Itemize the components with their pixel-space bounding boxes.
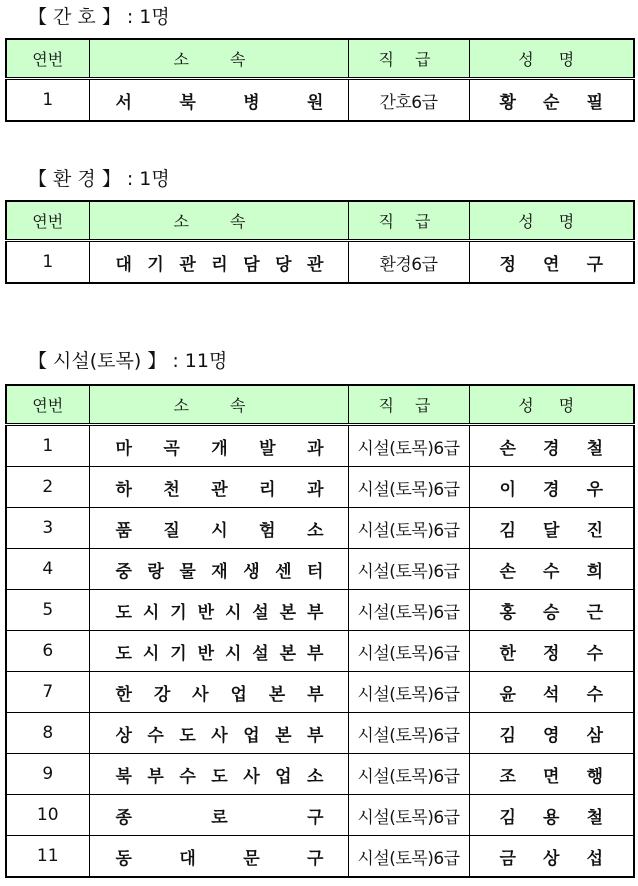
- department-char: 사: [211, 725, 228, 746]
- department: [89, 590, 348, 631]
- person-name: [469, 241, 634, 284]
- department-char: 구: [307, 807, 324, 828]
- department: [89, 631, 348, 672]
- person-name: [469, 508, 634, 549]
- department-char: 구: [307, 848, 324, 869]
- row-number: 6: [6, 631, 89, 672]
- name-char: 진: [586, 520, 603, 541]
- row-number: 9: [6, 754, 89, 795]
- table-row: [6, 672, 634, 713]
- department-char: 곡: [163, 438, 180, 459]
- department-char: 설: [252, 643, 269, 664]
- rank: 시설(토목)6급: [348, 754, 469, 795]
- name-char: 순: [543, 92, 560, 113]
- department-char: 랑: [147, 561, 164, 582]
- department-char: 북: [115, 766, 132, 787]
- table-row: [6, 508, 634, 549]
- row-number: 1: [6, 241, 89, 284]
- header-rank: 직 급: [348, 385, 469, 425]
- department-char: 종: [115, 807, 132, 828]
- department-char: 부: [307, 684, 324, 705]
- table-row: [6, 425, 634, 467]
- table-row: [6, 549, 634, 590]
- rank: 시설(토목)6급: [348, 549, 469, 590]
- row-number: 8: [6, 713, 89, 754]
- header-no: 연번: [6, 385, 89, 425]
- rank: 간호6급: [348, 79, 469, 122]
- name-char: 행: [586, 766, 603, 787]
- table-row: [6, 713, 634, 754]
- name-char: 철: [586, 807, 603, 828]
- department-char: 품: [115, 520, 132, 541]
- department-char: 도: [115, 602, 132, 623]
- name-char: 용: [543, 807, 560, 828]
- name-char: 이: [499, 479, 516, 500]
- department-char: 수: [179, 766, 196, 787]
- name-char: 조: [499, 766, 516, 787]
- row-number: 1: [6, 425, 89, 467]
- department: [89, 425, 348, 467]
- name-char: 근: [586, 602, 603, 623]
- department: [89, 754, 348, 795]
- person-name: [469, 836, 634, 878]
- department-char: 터: [307, 561, 324, 582]
- name-char: 승: [543, 602, 560, 623]
- department: [89, 672, 348, 713]
- department-char: 도: [115, 643, 132, 664]
- department-char: 본: [279, 602, 297, 623]
- rank: 시설(토목)6급: [348, 672, 469, 713]
- department-char: 시: [224, 602, 242, 623]
- name-char: 손: [499, 561, 516, 582]
- header-dept: 소 속: [89, 39, 348, 79]
- name-char: 구: [586, 254, 603, 275]
- person-name: [469, 425, 634, 467]
- name-char: 한: [499, 643, 516, 664]
- name-char: 김: [499, 807, 516, 828]
- table-nursing: [5, 38, 635, 122]
- name-char: 상: [543, 848, 560, 869]
- department-char: 동: [115, 848, 132, 869]
- department-char: 부: [307, 725, 324, 746]
- department-char: 문: [243, 848, 260, 869]
- department-char: 시: [142, 643, 160, 664]
- department-char: 시: [211, 520, 228, 541]
- row-number: 7: [6, 672, 89, 713]
- name-char: 경: [543, 479, 560, 500]
- department-char: 중: [115, 561, 132, 582]
- rank: 시설(토목)6급: [348, 508, 469, 549]
- section-title-environment: 【 환 경 】 : 1명: [28, 168, 170, 190]
- name-char: 삼: [586, 725, 603, 746]
- department-char: 병: [243, 92, 260, 113]
- department-char: 물: [179, 561, 196, 582]
- name-char: 홍: [499, 602, 516, 623]
- name-char: 윤: [499, 684, 516, 705]
- rank: 환경6급: [348, 241, 469, 284]
- department-char: 발: [259, 438, 276, 459]
- department-char: 업: [230, 684, 247, 705]
- department-char: 담: [243, 254, 260, 275]
- name-char: 달: [543, 520, 560, 541]
- table-row: [6, 795, 634, 836]
- department: [89, 836, 348, 878]
- department: [89, 713, 348, 754]
- table-row: [6, 79, 634, 122]
- department-char: 기: [170, 602, 187, 623]
- department-char: 개: [211, 438, 228, 459]
- table-row: [6, 836, 634, 878]
- department-char: 마: [115, 438, 132, 459]
- name-char: 황: [499, 92, 516, 113]
- name-char: 섭: [586, 848, 603, 869]
- department-char: 천: [163, 479, 180, 500]
- row-number: 10: [6, 795, 89, 836]
- department-char: 부: [307, 643, 324, 664]
- name-char: 김: [499, 520, 516, 541]
- rank: 시설(토목)6급: [348, 836, 469, 878]
- header-rank: 직 급: [348, 201, 469, 241]
- department-char: 기: [170, 643, 187, 664]
- department-char: 북: [179, 92, 196, 113]
- name-char: 철: [586, 438, 603, 459]
- person-name: [469, 672, 634, 713]
- department-char: 본: [279, 643, 297, 664]
- department-char: 사: [243, 766, 260, 787]
- row-number: 2: [6, 467, 89, 508]
- rank: 시설(토목)6급: [348, 467, 469, 508]
- department-char: 도: [179, 725, 196, 746]
- table-row: [6, 631, 634, 672]
- department-char: 본: [275, 725, 292, 746]
- table-civil: [5, 384, 635, 878]
- name-char: 금: [499, 848, 516, 869]
- department-char: 당: [275, 254, 292, 275]
- department-char: 반: [197, 643, 215, 664]
- header-dept: 소 속: [89, 201, 348, 241]
- department-char: 원: [307, 92, 324, 113]
- department-char: 소: [307, 766, 324, 787]
- department-char: 대: [179, 848, 196, 869]
- header-no: 연번: [6, 201, 89, 241]
- department-char: 업: [275, 766, 292, 787]
- department-char: 리: [211, 254, 228, 275]
- name-char: 연: [543, 254, 560, 275]
- department-char: 도: [211, 766, 228, 787]
- department-char: 설: [252, 602, 269, 623]
- department-char: 대: [115, 254, 132, 275]
- department-char: 상: [115, 725, 132, 746]
- person-name: [469, 467, 634, 508]
- person-name: [469, 79, 634, 122]
- department: [89, 795, 348, 836]
- row-number: 11: [6, 836, 89, 878]
- department-char: 부: [307, 602, 324, 623]
- department-char: 과: [307, 479, 324, 500]
- header-name: 성 명: [469, 39, 634, 79]
- name-char: 면: [543, 766, 560, 787]
- person-name: [469, 590, 634, 631]
- department-char: 관: [179, 254, 196, 275]
- department-char: 한: [115, 684, 132, 705]
- section-title-civil: 【 시설(토목) 】 : 11명: [28, 350, 228, 372]
- department-char: 질: [163, 520, 180, 541]
- department-char: 재: [211, 561, 228, 582]
- name-char: 수: [586, 643, 603, 664]
- name-char: 김: [499, 725, 516, 746]
- table-row: [6, 467, 634, 508]
- person-name: [469, 631, 634, 672]
- name-char: 영: [543, 725, 560, 746]
- person-name: [469, 713, 634, 754]
- row-number: 5: [6, 590, 89, 631]
- table-row: [6, 590, 634, 631]
- header-no: 연번: [6, 39, 89, 79]
- name-char: 경: [543, 438, 560, 459]
- department: [89, 508, 348, 549]
- header-dept: 소 속: [89, 385, 348, 425]
- department-char: 로: [211, 807, 228, 828]
- person-name: [469, 754, 634, 795]
- rank: 시설(토목)6급: [348, 590, 469, 631]
- row-number: 4: [6, 549, 89, 590]
- department-char: 기: [147, 254, 164, 275]
- department-char: 강: [153, 684, 171, 705]
- header-rank: 직 급: [348, 39, 469, 79]
- person-name: [469, 549, 634, 590]
- department: [89, 467, 348, 508]
- name-char: 수: [586, 684, 603, 705]
- section-title-nursing: 【 간 호 】 : 1명: [28, 6, 170, 28]
- person-name: [469, 795, 634, 836]
- department-char: 시: [224, 643, 242, 664]
- department-char: 관: [211, 479, 228, 500]
- department-char: 센: [275, 561, 292, 582]
- department-char: 업: [243, 725, 260, 746]
- department-char: 하: [115, 479, 132, 500]
- header-name: 성 명: [469, 201, 634, 241]
- department: [89, 241, 348, 284]
- row-number: 3: [6, 508, 89, 549]
- table-row: [6, 754, 634, 795]
- name-char: 정: [543, 643, 560, 664]
- department-char: 사: [192, 684, 209, 705]
- department-char: 본: [268, 684, 286, 705]
- rank: 시설(토목)6급: [348, 795, 469, 836]
- department-char: 소: [307, 520, 324, 541]
- department: [89, 549, 348, 590]
- name-char: 희: [586, 561, 603, 582]
- department: [89, 79, 348, 122]
- name-char: 수: [543, 561, 560, 582]
- rank: 시설(토목)6급: [348, 425, 469, 467]
- header-name: 성 명: [469, 385, 634, 425]
- department-char: 시: [142, 602, 160, 623]
- name-char: 손: [499, 438, 516, 459]
- rank: 시설(토목)6급: [348, 713, 469, 754]
- department-char: 험: [259, 520, 276, 541]
- name-char: 정: [499, 254, 516, 275]
- department-char: 반: [197, 602, 215, 623]
- row-number: 1: [6, 79, 89, 122]
- name-char: 필: [586, 92, 603, 113]
- department-char: 관: [307, 254, 324, 275]
- table-environment: [5, 200, 635, 284]
- name-char: 석: [543, 684, 560, 705]
- rank: 시설(토목)6급: [348, 631, 469, 672]
- department-char: 부: [147, 766, 164, 787]
- department-char: 리: [259, 479, 276, 500]
- table-row: [6, 241, 634, 284]
- department-char: 과: [307, 438, 324, 459]
- department-char: 수: [147, 725, 164, 746]
- department-char: 서: [115, 92, 132, 113]
- department-char: 생: [243, 561, 260, 582]
- name-char: 우: [586, 479, 603, 500]
